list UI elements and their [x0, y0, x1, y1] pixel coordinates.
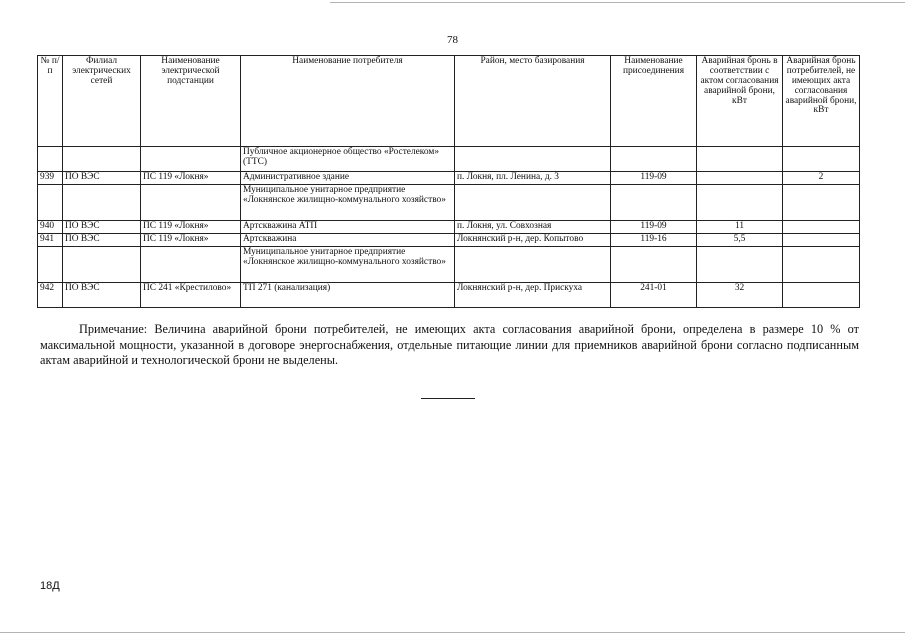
cell-substation	[141, 246, 241, 282]
cell-reserve-no-act: 2	[783, 172, 860, 185]
cell-location	[455, 184, 611, 220]
document-code: 18Д	[40, 580, 60, 592]
header-branch: Филиал электрических сетей	[63, 56, 141, 147]
cell-substation: ПС 119 «Локня»	[141, 220, 241, 233]
cell-num	[38, 246, 63, 282]
cell-branch	[63, 147, 141, 172]
cell-consumer: Муниципальное унитарное предприятие «Локнянское жилищно-коммунального хозяйство»	[241, 246, 455, 282]
page-number: 78	[447, 34, 458, 46]
cell-branch: ПО ВЭС	[63, 282, 141, 307]
cell-num: 940	[38, 220, 63, 233]
cell-num: 939	[38, 172, 63, 185]
cell-connection: 119-09	[611, 172, 697, 185]
cell-reserve-act: 32	[697, 282, 783, 307]
cell-location	[455, 246, 611, 282]
cell-connection	[611, 246, 697, 282]
separator-rule	[421, 398, 475, 399]
footnote: Примечание: Величина аварийной брони потребителей, не имеющих акта согласования аварийной брони, определена в размере 10 % от максимальной мощности, указанной в договоре энергоснабжения, отдельные питающие линии для приемников аварийной брони согласно подписанным актам аварийной и технологической брони не выделены.	[40, 322, 859, 368]
table-row	[38, 184, 860, 220]
header-consumer: Наименование потребителя	[241, 56, 455, 147]
cell-substation: ПС 241 «Крестилово»	[141, 282, 241, 307]
cell-consumer: ТП 271 (канализация)	[241, 282, 455, 307]
cell-reserve-act	[697, 147, 783, 172]
cell-location	[455, 147, 611, 172]
cell-location: Локнянский р-н, дер. Прискуха	[455, 282, 611, 307]
cell-consumer: Публичное акционерное общество «Ростелеком» (ТТС)	[241, 147, 455, 172]
header-location: Район, место базирования	[455, 56, 611, 147]
cell-branch: ПО ВЭС	[63, 233, 141, 246]
header-connection: Наименование присоединения	[611, 56, 697, 147]
cell-num	[38, 147, 63, 172]
cell-consumer: Муниципальное унитарное предприятие «Локнянское жилищно-коммунального хозяйство»	[241, 184, 455, 220]
cell-consumer: Артскважина АТП	[241, 220, 455, 233]
scan-artifact-top	[330, 2, 905, 3]
cell-branch	[63, 184, 141, 220]
cell-reserve-no-act	[783, 233, 860, 246]
cell-reserve-act: 5,5	[697, 233, 783, 246]
cell-reserve-act	[697, 184, 783, 220]
reserve-table	[37, 55, 860, 308]
header-reserve-no-act: Аварийная бронь потребителей, не имеющих акта согласования аварийной брони, кВт	[783, 56, 860, 147]
table-row	[38, 282, 860, 307]
header-reserve-act: Аварийная бронь в соответствии с актом согласования аварийной брони, кВт	[697, 56, 783, 147]
cell-consumer: Административное здание	[241, 172, 455, 185]
cell-reserve-no-act	[783, 184, 860, 220]
cell-substation: ПС 119 «Локня»	[141, 172, 241, 185]
table-row	[38, 220, 860, 233]
cell-reserve-no-act	[783, 220, 860, 233]
cell-reserve-no-act	[783, 282, 860, 307]
cell-connection: 119-09	[611, 220, 697, 233]
cell-connection: 241-01	[611, 282, 697, 307]
cell-branch	[63, 246, 141, 282]
cell-reserve-act	[697, 246, 783, 282]
cell-branch: ПО ВЭС	[63, 172, 141, 185]
cell-reserve-act	[697, 172, 783, 185]
cell-substation: ПС 119 «Локня»	[141, 233, 241, 246]
table-row	[38, 246, 860, 282]
cell-num: 941	[38, 233, 63, 246]
cell-branch: ПО ВЭС	[63, 220, 141, 233]
cell-location: Локнянский р-н, дер. Копытово	[455, 233, 611, 246]
cell-reserve-no-act	[783, 246, 860, 282]
table-row	[38, 233, 860, 246]
cell-consumer: Артскважина	[241, 233, 455, 246]
cell-substation	[141, 147, 241, 172]
table-header-row	[38, 56, 860, 147]
table-row	[38, 147, 860, 172]
table-row	[38, 172, 860, 185]
cell-substation	[141, 184, 241, 220]
cell-location: п. Локня, пл. Ленина, д. 3	[455, 172, 611, 185]
header-num: № п/п	[38, 56, 63, 147]
cell-connection	[611, 184, 697, 220]
cell-num: 942	[38, 282, 63, 307]
cell-connection	[611, 147, 697, 172]
scan-artifact-bottom	[0, 632, 905, 633]
cell-num	[38, 184, 63, 220]
header-substation: Наименование электрической подстанции	[141, 56, 241, 147]
cell-connection: 119-16	[611, 233, 697, 246]
cell-location: п. Локня, ул. Совхозная	[455, 220, 611, 233]
cell-reserve-no-act	[783, 147, 860, 172]
cell-reserve-act: 11	[697, 220, 783, 233]
